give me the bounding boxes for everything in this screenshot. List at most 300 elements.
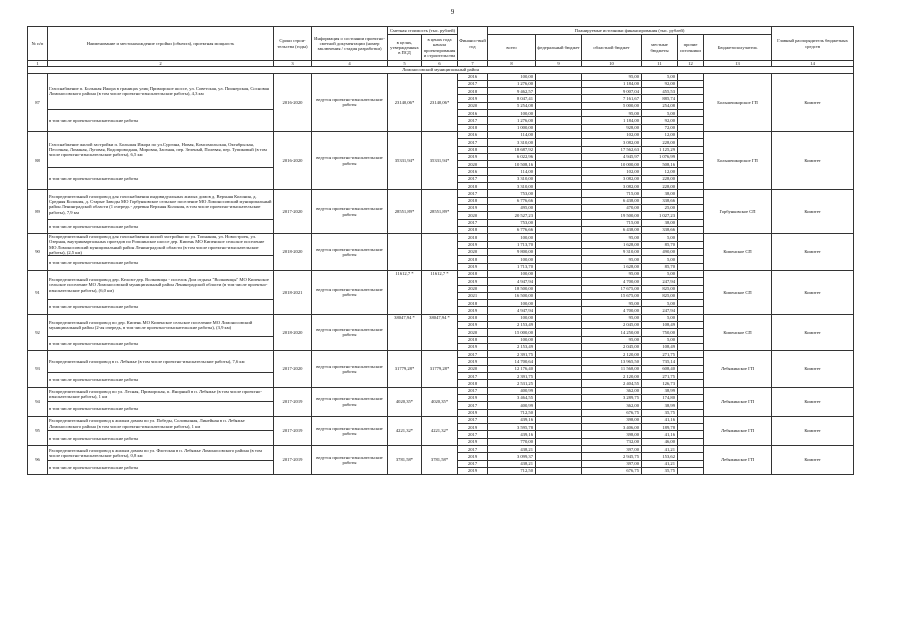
- local-cell: 455,53: [642, 88, 678, 95]
- manager: Комитет: [772, 446, 854, 475]
- total-cell: 20 527,23: [488, 212, 536, 219]
- fin-year-cell: 2019: [458, 241, 488, 248]
- investment-table: [27, 26, 854, 475]
- total-cell: 8 047,41: [488, 95, 536, 102]
- other-cell: [678, 153, 704, 160]
- docs-status: ведутся проектно-изыскательские работы: [312, 351, 388, 387]
- federal-cell: [536, 80, 582, 87]
- column-number: 7: [458, 61, 488, 67]
- construction-term: 2016-2020: [274, 131, 312, 189]
- estimate-total: 38047,94 *: [388, 314, 422, 350]
- other-cell: [678, 124, 704, 131]
- other-cell: [678, 161, 704, 168]
- total-cell: 16 500,00: [488, 292, 536, 299]
- construction-term: 2018-2020: [274, 234, 312, 271]
- object-name: Распределительный газопровод дер. Келози-дер. Волковицы - поселок Дом отдыха "Волковицы" МО Кипенское сельское поселение МО Ломоносовский муниципальный район Ленинградской области (в том числе проектно-изыскательские работы), (6,0 км): [48, 270, 274, 299]
- header-estimate-group: Сметная стоимость (тыс. рублей): [388, 27, 458, 35]
- federal-cell: [536, 431, 582, 438]
- object-name: Распределительный газопровод в п. Лебяжье (в том числе проектно-изыскательские работы), 7,6 км: [48, 351, 274, 373]
- other-cell: [678, 416, 704, 423]
- total-cell: 100,00: [488, 300, 536, 307]
- regional-cell: 398,00: [582, 431, 642, 438]
- local-cell: 5,00: [642, 73, 678, 80]
- docs-status: ведутся проектно-изыскательские работы: [312, 387, 388, 416]
- federal-cell: [536, 226, 582, 233]
- federal-cell: [536, 292, 582, 299]
- local-cell: 35,75: [642, 467, 678, 474]
- regional-cell: 928,00: [582, 124, 642, 131]
- regional-cell: 9 310,00: [582, 248, 642, 255]
- regional-cell: 95,00: [582, 300, 642, 307]
- federal-cell: [536, 204, 582, 211]
- header-docs: Информация о состоянии проектно-сметной документации (номер заключения / стадия разработки): [312, 27, 388, 61]
- construction-term: 2016-2020: [274, 73, 312, 131]
- table-row: [28, 446, 854, 453]
- fin-year-cell: 2019: [458, 95, 488, 102]
- recipient: Лебяжинское ГП: [704, 351, 772, 387]
- fin-year-cell: 2016: [458, 73, 488, 80]
- regional-cell: 95,00: [582, 336, 642, 343]
- regional-cell: 2 120,00: [582, 373, 642, 380]
- regional-cell: 470,00: [582, 204, 642, 211]
- column-number: 6: [422, 61, 458, 67]
- subwork-label: в том числе проектно-изыскательские работы: [48, 431, 274, 446]
- federal-cell: [536, 139, 582, 146]
- total-cell: 12 176,40: [488, 365, 536, 372]
- table-body: [28, 73, 854, 475]
- fin-year-cell: 2016: [458, 168, 488, 175]
- other-cell: [678, 387, 704, 394]
- total-cell: 114,00: [488, 168, 536, 175]
- other-cell: [678, 212, 704, 219]
- local-cell: 46,00: [642, 438, 678, 445]
- object-name: Распределительный газопровод для газоснабжения жилой застройки по ул. Топнания, ул. Новостроек, ул. Озерная, внутриквартальных проездов по Ропшинское шоссе дер. Кипень МО Кипенское сельское поселение МО Ломоносовский муниципальный район Ленинградской области (в том числе проектно-изыскательские работы), (2,5 км): [48, 234, 274, 256]
- total-cell: 3 310,00: [488, 183, 536, 190]
- regional-cell: 2 404,55: [582, 380, 642, 387]
- recipient: Кипенское СП: [704, 314, 772, 350]
- federal-cell: [536, 270, 582, 277]
- local-cell: 12,00: [642, 168, 678, 175]
- object-name: Распределительный газопровод к жилым домам по ул. Флотская в п. Лебяжье Ломоносовского района (в том числе проектно-изыскательские работы), 0,8 км: [48, 446, 274, 461]
- total-cell: 100,00: [488, 256, 536, 263]
- federal-cell: [536, 416, 582, 423]
- recipient: Лебяжинское ГП: [704, 446, 772, 475]
- manager: Комитет: [772, 314, 854, 350]
- row-number: 89: [28, 190, 48, 234]
- other-cell: [678, 453, 704, 460]
- local-cell: 92,00: [642, 117, 678, 124]
- header-plan-group: Планируемые источники финансирования (тыс. рублей): [488, 27, 772, 35]
- federal-cell: [536, 241, 582, 248]
- other-cell: [678, 197, 704, 204]
- federal-cell: [536, 248, 582, 255]
- object-name: Газоснабжение жилой застройки п. Большая Ижора по ул.Сургина, Новая, Комсомольская, Октябрьская, Песочная, Ломаная, Луговая, Водопроводная, Мировая, Заозная, пер. Зеленый, Полевая, пер. Тупиковый (в том числе проектно-изыскательские работы), 6,5 км: [48, 131, 274, 167]
- fin-year-cell: 2019: [458, 358, 488, 365]
- fin-year-cell: 2018: [458, 88, 488, 95]
- header-recipient: Бюджетополучатель: [704, 35, 772, 61]
- total-cell: 1 000,00: [488, 124, 536, 131]
- regional-cell: 95,00: [582, 270, 642, 277]
- regional-cell: 10 000,00: [582, 161, 642, 168]
- local-cell: 92,00: [642, 80, 678, 87]
- regional-cell: 95,00: [582, 314, 642, 321]
- other-cell: [678, 95, 704, 102]
- local-cell: 608,40: [642, 365, 678, 372]
- fin-year-cell: 2019: [458, 438, 488, 445]
- construction-term: 2017-2019: [274, 416, 312, 445]
- local-cell: 5,00: [642, 110, 678, 117]
- total-cell: 6 022,96: [488, 153, 536, 160]
- local-cell: 1 027,23: [642, 212, 678, 219]
- other-cell: [678, 467, 704, 474]
- estimate-start: 11612,7 *: [422, 270, 458, 314]
- estimate-start: 28551,89*: [422, 190, 458, 234]
- federal-cell: [536, 146, 582, 153]
- fin-year-cell: 2019: [458, 424, 488, 431]
- estimate-start: 4221,32*: [422, 416, 458, 445]
- federal-cell: [536, 460, 582, 467]
- total-cell: 2 153,49: [488, 343, 536, 350]
- regional-cell: 95,00: [582, 256, 642, 263]
- regional-cell: 19 500,00: [582, 212, 642, 219]
- total-cell: 100,00: [488, 270, 536, 277]
- total-cell: 1 276,00: [488, 80, 536, 87]
- other-cell: [678, 373, 704, 380]
- federal-cell: [536, 256, 582, 263]
- other-cell: [678, 329, 704, 336]
- other-cell: [678, 438, 704, 445]
- subwork-label: в том числе проектно-изыскательские работы: [48, 460, 274, 475]
- local-cell: 35,75: [642, 409, 678, 416]
- object-name: Распределительный газопровод по ул. Лесная, Приморская, п. Янорный в п. Лебяжье (в том числе проектно-изыскательские работы), 1 км: [48, 387, 274, 402]
- regional-cell: 397,00: [582, 446, 642, 453]
- fin-year-cell: 2017: [458, 351, 488, 358]
- other-cell: [678, 394, 704, 401]
- other-cell: [678, 321, 704, 328]
- total-cell: 4 947,94: [488, 307, 536, 314]
- construction-term: 2017-2020: [274, 351, 312, 387]
- total-cell: 3 464,55: [488, 394, 536, 401]
- section-title: Ломоносовский муниципальный район: [28, 67, 854, 73]
- fin-year-cell: 2018: [458, 146, 488, 153]
- federal-cell: [536, 175, 582, 182]
- regional-cell: 14 250,00: [582, 329, 642, 336]
- other-cell: [678, 117, 704, 124]
- local-cell: 1 125,29: [642, 146, 678, 153]
- table-row: [28, 234, 854, 241]
- total-cell: 2 391,75: [488, 351, 536, 358]
- total-cell: 400,99: [488, 387, 536, 394]
- fin-year-cell: 2017: [458, 139, 488, 146]
- federal-cell: [536, 88, 582, 95]
- header-fin-year: Финансо-вый год: [458, 27, 488, 61]
- subwork-label: в том числе проектно-изыскательские работы: [48, 219, 274, 234]
- local-cell: 85,70: [642, 241, 678, 248]
- other-cell: [678, 183, 704, 190]
- manager: Комитет: [772, 73, 854, 131]
- total-cell: 438,21: [488, 446, 536, 453]
- local-cell: 38,99: [642, 402, 678, 409]
- local-cell: 885,74: [642, 95, 678, 102]
- regional-cell: 398,00: [582, 416, 642, 423]
- regional-cell: 676,75: [582, 467, 642, 474]
- total-cell: 2 391,75: [488, 373, 536, 380]
- regional-cell: 3 082,00: [582, 183, 642, 190]
- manager: Комитет: [772, 131, 854, 189]
- other-cell: [678, 336, 704, 343]
- other-cell: [678, 73, 704, 80]
- subwork-label: в том числе проектно-изыскательские работы: [48, 110, 274, 132]
- federal-cell: [536, 124, 582, 131]
- manager: Комитет: [772, 351, 854, 387]
- total-cell: 712,50: [488, 467, 536, 474]
- total-cell: 3 310,00: [488, 139, 536, 146]
- total-cell: 770,00: [488, 438, 536, 445]
- fin-year-cell: 2019: [458, 453, 488, 460]
- other-cell: [678, 307, 704, 314]
- recipient: Большеижорское ГП: [704, 131, 772, 189]
- total-cell: 100,00: [488, 336, 536, 343]
- federal-cell: [536, 373, 582, 380]
- total-cell: 439,16: [488, 431, 536, 438]
- regional-cell: 2 120,00: [582, 351, 642, 358]
- column-number: 5: [388, 61, 422, 67]
- fin-year-cell: 2018: [458, 314, 488, 321]
- fin-year-cell: 2018: [458, 270, 488, 277]
- federal-cell: [536, 438, 582, 445]
- fin-year-cell: 2019: [458, 204, 488, 211]
- federal-cell: [536, 285, 582, 292]
- federal-cell: [536, 329, 582, 336]
- docs-status: ведутся проектно-изыскательские работы: [312, 270, 388, 314]
- federal-cell: [536, 197, 582, 204]
- fin-year-cell: 2018: [458, 336, 488, 343]
- other-cell: [678, 226, 704, 233]
- other-cell: [678, 175, 704, 182]
- other-cell: [678, 88, 704, 95]
- total-cell: 1 276,00: [488, 117, 536, 124]
- header-name: Наименование и местонахождение стройки (объекта), проектная мощность: [48, 27, 274, 61]
- local-cell: 108,49: [642, 321, 678, 328]
- regional-cell: 676,75: [582, 409, 642, 416]
- local-cell: 41,16: [642, 416, 678, 423]
- federal-cell: [536, 183, 582, 190]
- federal-cell: [536, 153, 582, 160]
- manager: Комитет: [772, 270, 854, 314]
- total-cell: 495,00: [488, 204, 536, 211]
- table-row: [28, 351, 854, 358]
- total-cell: 9 800,00: [488, 248, 536, 255]
- other-cell: [678, 343, 704, 350]
- other-cell: [678, 241, 704, 248]
- regional-cell: 3 289,75: [582, 394, 642, 401]
- other-cell: [678, 424, 704, 431]
- total-cell: 5 254,08: [488, 102, 536, 109]
- fin-year-cell: 2020: [458, 248, 488, 255]
- federal-cell: [536, 409, 582, 416]
- table-row: [28, 387, 854, 394]
- manager: Комитет: [772, 234, 854, 271]
- subwork-label: в том числе проектно-изыскательские работы: [48, 256, 274, 271]
- regional-cell: 4 700,00: [582, 307, 642, 314]
- other-cell: [678, 300, 704, 307]
- federal-cell: [536, 394, 582, 401]
- other-cell: [678, 110, 704, 117]
- fin-year-cell: 2018: [458, 234, 488, 241]
- federal-cell: [536, 234, 582, 241]
- total-cell: 100,00: [488, 234, 536, 241]
- local-cell: 38,99: [642, 387, 678, 394]
- total-cell: 6 776,66: [488, 226, 536, 233]
- fin-year-cell: 2017: [458, 387, 488, 394]
- regional-cell: 3 082,00: [582, 139, 642, 146]
- estimate-total: 4221,32*: [388, 416, 422, 445]
- other-cell: [678, 431, 704, 438]
- regional-cell: 2 045,00: [582, 321, 642, 328]
- total-cell: 1 713,70: [488, 241, 536, 248]
- construction-term: 2017-2019: [274, 446, 312, 475]
- regional-cell: 397,00: [582, 460, 642, 467]
- object-name: Распределительный газопровод по дер. Кипень МО Кипенское сельское поселение МО Ломоносовский муниципальный район (2-ая очередь, в том числе проектно-изыскательские работы), (3,9 км): [48, 314, 274, 336]
- regional-cell: 7 161,67: [582, 95, 642, 102]
- estimate-start: [422, 234, 458, 271]
- local-cell: 735,14: [642, 358, 678, 365]
- fin-year-cell: 2016: [458, 110, 488, 117]
- fin-year-cell: 2018: [458, 300, 488, 307]
- total-cell: 2 153,49: [488, 321, 536, 328]
- other-cell: [678, 168, 704, 175]
- column-number: 2: [48, 61, 274, 67]
- column-number: 1: [28, 61, 48, 67]
- fin-year-cell: 2021: [458, 292, 488, 299]
- docs-status: ведутся проектно-изыскательские работы: [312, 416, 388, 445]
- local-cell: 750,00: [642, 329, 678, 336]
- fin-year-cell: 2020: [458, 212, 488, 219]
- regional-cell: 102,00: [582, 168, 642, 175]
- header-other: прочие источники: [678, 35, 704, 61]
- local-cell: 825,00: [642, 292, 678, 299]
- object-name: Распределительный газопровод к жилым домам по ул. Победы, Соловьиная, Линейная в п. Лебяжье Ломоносовского района (в том числе проектно-изыскательские работы), 1 км: [48, 416, 274, 431]
- regional-cell: 715,00: [582, 219, 642, 226]
- total-cell: 100,00: [488, 73, 536, 80]
- subwork-label: в том числе проектно-изыскательские работы: [48, 373, 274, 388]
- fin-year-cell: 2016: [458, 131, 488, 138]
- other-cell: [678, 204, 704, 211]
- federal-cell: [536, 190, 582, 197]
- local-cell: 189,78: [642, 424, 678, 431]
- regional-cell: 13 965,50: [582, 358, 642, 365]
- other-cell: [678, 365, 704, 372]
- row-number: 92: [28, 314, 48, 350]
- other-cell: [678, 256, 704, 263]
- header-local: местные бюджеты: [642, 35, 678, 61]
- recipient: Лебяжинское ГП: [704, 387, 772, 416]
- regional-cell: 3 406,00: [582, 424, 642, 431]
- federal-cell: [536, 467, 582, 474]
- fin-year-cell: 2018: [458, 183, 488, 190]
- local-cell: 126,73: [642, 380, 678, 387]
- local-cell: 228,00: [642, 139, 678, 146]
- other-cell: [678, 351, 704, 358]
- regional-cell: 1 184,00: [582, 80, 642, 87]
- row-number: 90: [28, 234, 48, 271]
- regional-cell: 15 675,00: [582, 292, 642, 299]
- column-number: 11: [642, 61, 678, 67]
- subwork-label: в том числе проектно-изыскательские работы: [48, 300, 274, 315]
- construction-term: 2018-2020: [274, 314, 312, 350]
- federal-cell: [536, 168, 582, 175]
- table-row: [28, 270, 854, 277]
- column-number: 13: [704, 61, 772, 67]
- header-all: всего: [488, 35, 536, 61]
- fin-year-cell: 2018: [458, 124, 488, 131]
- fin-year-cell: 2017: [458, 190, 488, 197]
- other-cell: [678, 131, 704, 138]
- total-cell: 3 595,78: [488, 424, 536, 431]
- fin-year-cell: 2020: [458, 365, 488, 372]
- federal-cell: [536, 380, 582, 387]
- federal-cell: [536, 343, 582, 350]
- other-cell: [678, 234, 704, 241]
- total-cell: 10 508,16: [488, 161, 536, 168]
- local-cell: 41,21: [642, 460, 678, 467]
- regional-cell: 1 628,00: [582, 241, 642, 248]
- local-cell: 1 076,99: [642, 153, 678, 160]
- regional-cell: 1 184,00: [582, 117, 642, 124]
- other-cell: [678, 102, 704, 109]
- regional-cell: 1 628,00: [582, 263, 642, 270]
- row-number: 91: [28, 270, 48, 314]
- docs-status: ведутся проектно-изыскательские работы: [312, 314, 388, 350]
- other-cell: [678, 292, 704, 299]
- federal-cell: [536, 131, 582, 138]
- fin-year-cell: 2018: [458, 380, 488, 387]
- manager: Комитет: [772, 387, 854, 416]
- fin-year-cell: 2020: [458, 285, 488, 292]
- local-cell: 825,00: [642, 285, 678, 292]
- manager: Комитет: [772, 190, 854, 234]
- fin-year-cell: 2017: [458, 431, 488, 438]
- other-cell: [678, 219, 704, 226]
- local-cell: 38,00: [642, 190, 678, 197]
- column-number: 10: [582, 61, 642, 67]
- federal-cell: [536, 263, 582, 270]
- regional-cell: 4 945,97: [582, 153, 642, 160]
- regional-cell: 17 562,63: [582, 146, 642, 153]
- federal-cell: [536, 387, 582, 394]
- subwork-label: в том числе проектно-изыскательские работы: [48, 168, 274, 190]
- header-term: Сроки строи-тельства (годы): [274, 27, 312, 61]
- table-row: [28, 131, 854, 138]
- docs-status: ведутся проектно-изыскательские работы: [312, 190, 388, 234]
- total-cell: 114,00: [488, 131, 536, 138]
- table-row: [28, 73, 854, 80]
- estimate-total: [388, 234, 422, 271]
- subwork-label: в том числе проектно-изыскательские работы: [48, 336, 274, 351]
- local-cell: 5,00: [642, 336, 678, 343]
- regional-cell: 95,00: [582, 73, 642, 80]
- local-cell: 174,80: [642, 394, 678, 401]
- other-cell: [678, 446, 704, 453]
- recipient: Лебяжинское ГП: [704, 416, 772, 445]
- local-cell: 271,75: [642, 351, 678, 358]
- other-cell: [678, 358, 704, 365]
- fin-year-cell: 2018: [458, 256, 488, 263]
- regional-cell: 17 675,00: [582, 285, 642, 292]
- table-row: [28, 190, 854, 197]
- header-manager: Главный распорядитель бюджетных средств: [772, 27, 854, 61]
- local-cell: 153,62: [642, 453, 678, 460]
